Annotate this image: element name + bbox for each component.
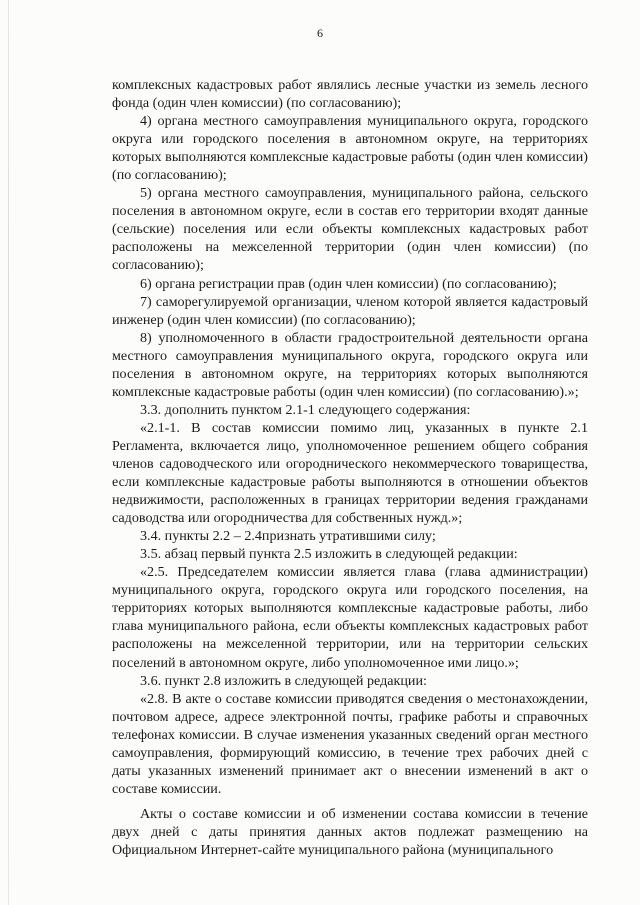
paragraph-2-5: «2.5. Председателем комиссии является глава (глава администрации) муниципального округа, городского округа или городского поселения, на территориях которых выполняются комплексные кадастровые работы, либо глава муниципального района, если объекты комплексных кадастровых работ расположены на межселенной территории, или на территории сельских поселений в автономном округе, либо уполномоченное ими лицо.»; xyxy=(112,564,588,671)
paragraph-item-5: 5) органа местного самоуправления, муниципального района, сельского поселения в автономном округе, если в состав его территории входят данные (сельские) поселения или если объекты комплексных кадастровых работ расположены на межселенной территории (один член комиссии) (по согласованию); xyxy=(112,185,588,274)
paragraph-item-6: 6) органа регистрации прав (один член комиссии) (по согласованию); xyxy=(140,275,557,292)
paragraph-3-5: 3.5. абзац первый пункта 2.5 изложить в следующей редакции: xyxy=(140,546,518,563)
document-body xyxy=(112,76,588,859)
paragraph-item-7: 7) саморегулируемой организации, членом которой является кадастровый инженер (один член комиссии) (по согласованию); xyxy=(112,293,588,328)
page-number: 6 xyxy=(317,26,323,40)
paragraph-item-4: 4) органа местного самоуправления муниципального округа, городского округа или городского поселения в автономном округе, на территориях которых выполняются комплексные кадастровые работы (один член комиссии) (по согласованию); xyxy=(112,113,588,184)
paragraph-3-6: 3.6. пункт 2.8 изложить в следующей редакции: xyxy=(140,672,427,689)
paragraph-2-1-1: «2.1-1. В состав комиссии помимо лиц, указанных в пункте 2.1 Регламента, включается лицо, уполномоченное решением общего собрания членов садоводческого или огороднического некоммерческого товарищества, если комплексные кадастровые работы выполняются в отношении объектов недвижимости, расположенных в границах территории ведения гражданами садоводства или огородничества для собственных нужд.»; xyxy=(112,419,588,527)
paragraph-item-8: 8) уполномоченного в области градостроительной деятельности органа местного самоуправления муниципального округа, городского округа или поселения в автономном округе, на территориях которых выполняются комплексные кадастровые работы (один член комиссии) (по согласованию).»; xyxy=(112,329,588,400)
paragraph-forest-fund: комплексных кадастровых работ являлись лесные участки из земель лесного фонда (один член комиссии) (по согласованию); xyxy=(112,77,588,112)
paragraph-3-3: 3.3. дополнить пунктом 2.1-1 следующего содержания: xyxy=(140,401,471,418)
paragraph-2-8: «2.8. В акте о составе комиссии приводятся сведения о местонахождении, почтовом адресе, адресе электронной почты, графике работы и справочных телефонах комиссии. В случае изменения указанных сведений орган местного самоуправления, формирующий комиссию, в течение трех рабочих дней с даты указанных изменений принимает акт о внесении изменений в акт о составе комиссии. xyxy=(112,690,588,797)
paragraph-3-4: 3.4. пункты 2.2 – 2.4признать утратившими силу; xyxy=(140,528,436,545)
scan-edge-artifact xyxy=(8,0,9,905)
paragraph-acts-publication: Акты о составе комиссии и об изменении состава комиссии в течение двух дней с даты принятия данных актов подлежат размещению на Официальном Интернет-сайте муниципального района (муниципального xyxy=(112,805,588,858)
